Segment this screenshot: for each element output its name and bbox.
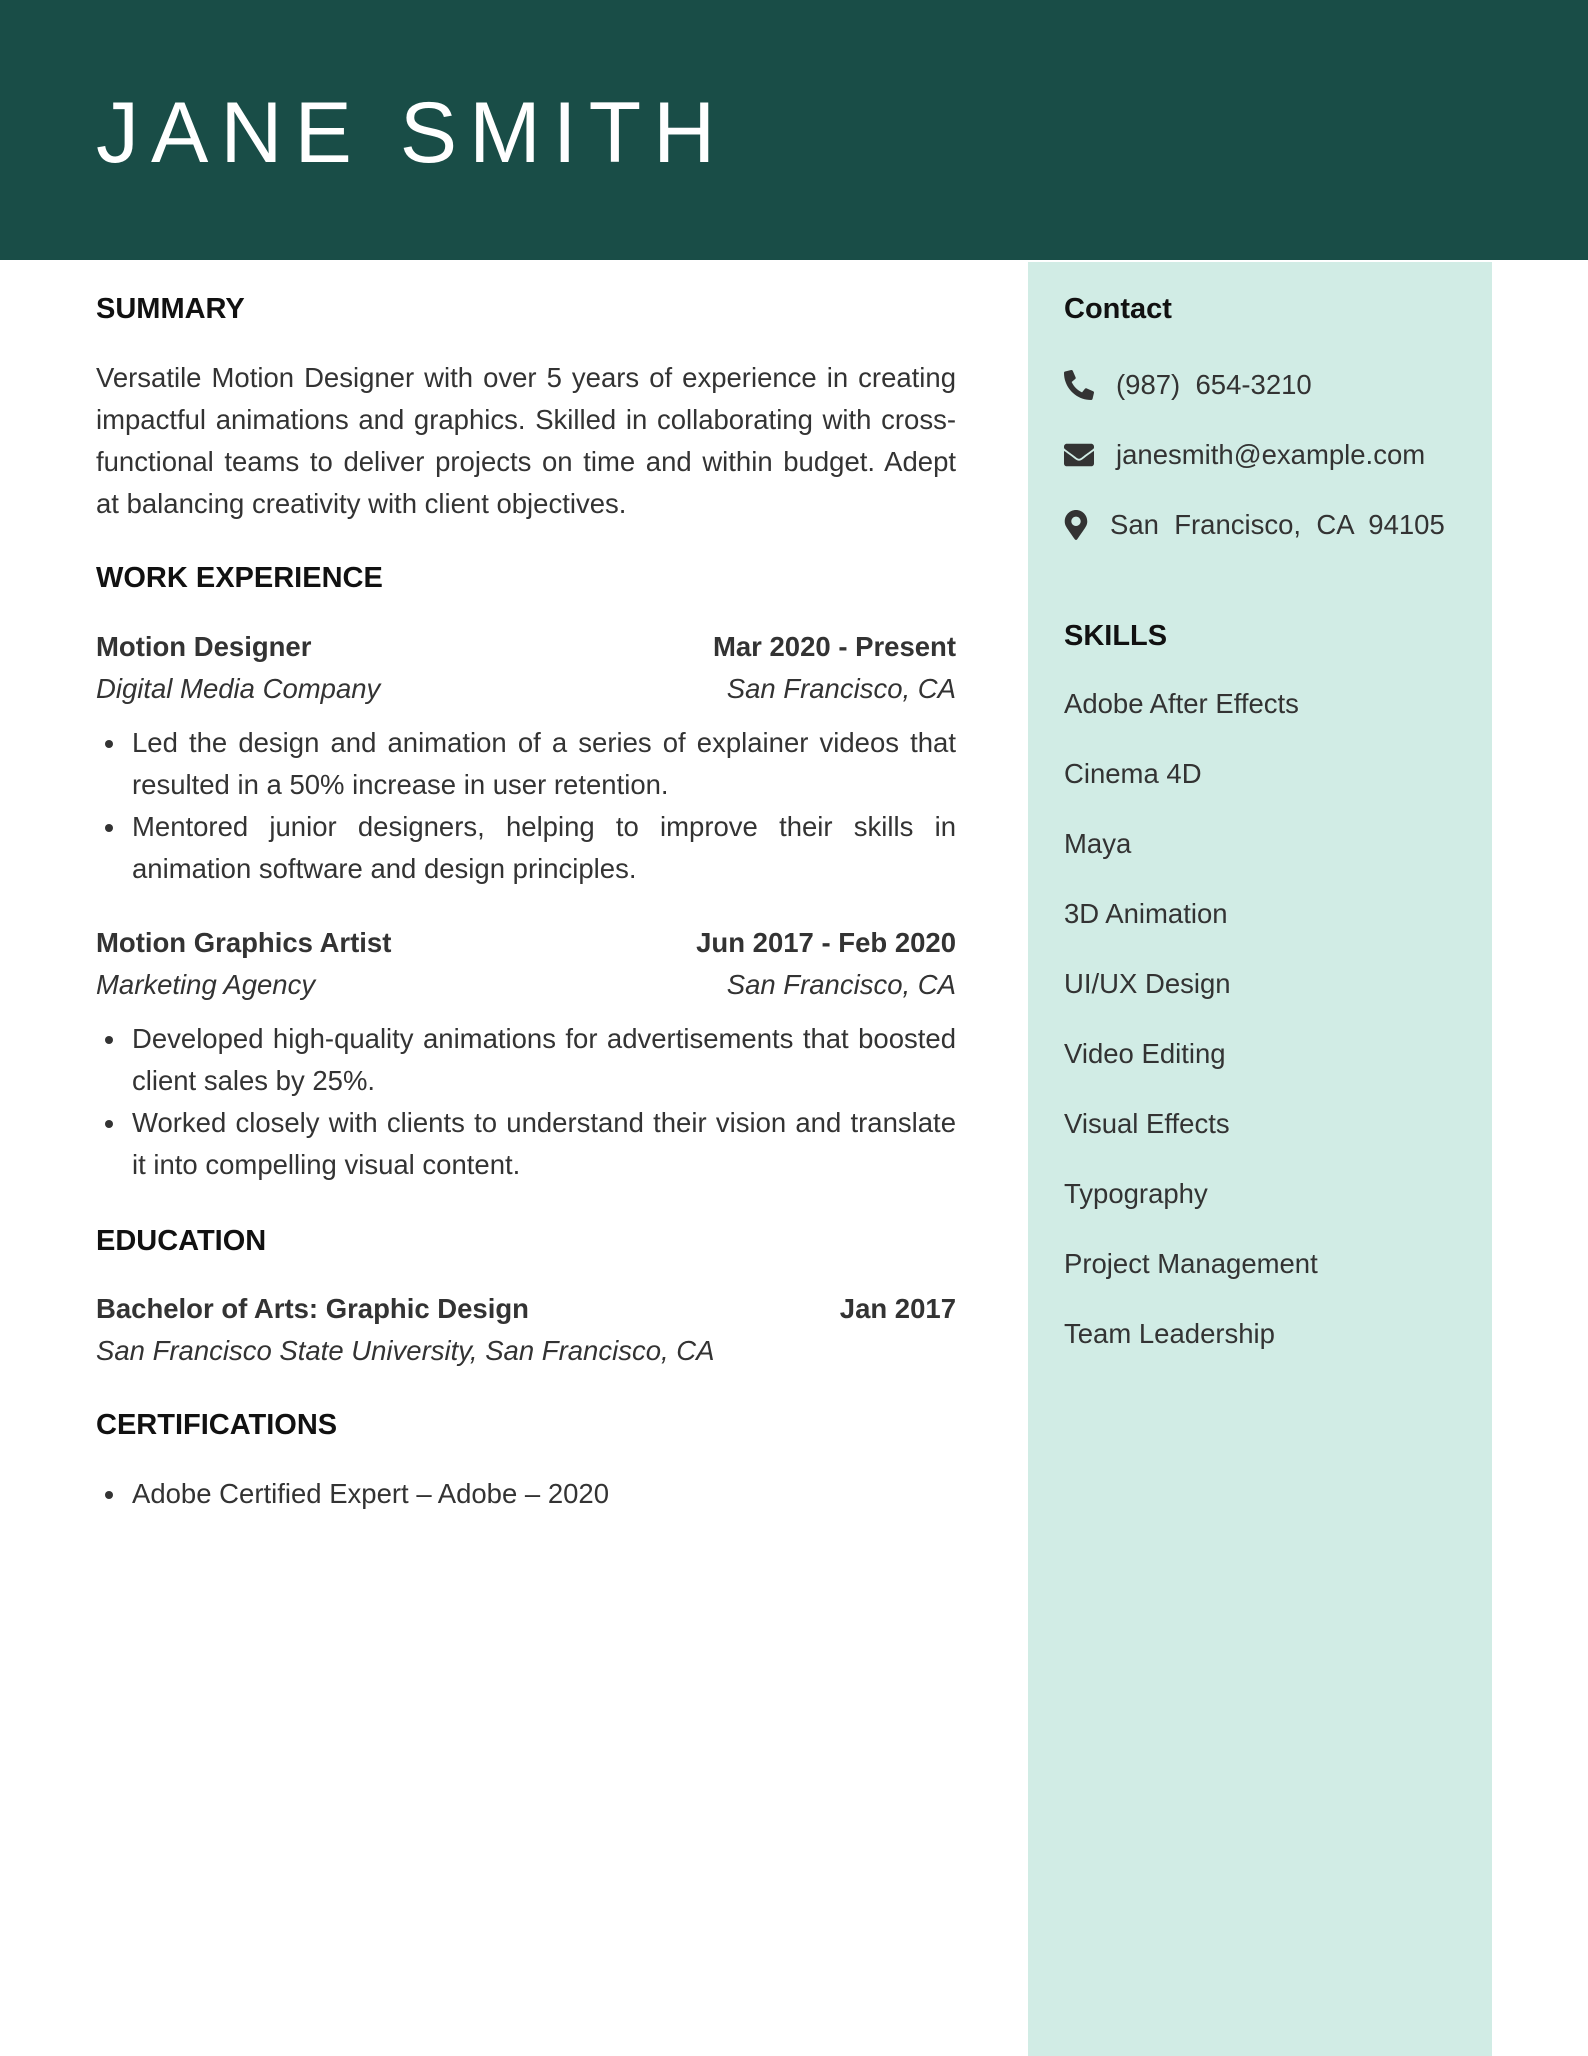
education-entry bbox=[96, 1288, 956, 1372]
skill-item: Team Leadership bbox=[1064, 1317, 1275, 1349]
education-degree: Bachelor of Arts: Graphic Design bbox=[96, 1293, 529, 1325]
job-location: San Francisco, CA bbox=[726, 968, 956, 1000]
contact-phone bbox=[1064, 365, 1464, 405]
job-bullet: Developed high-quality animations for advertisements that boosted client sales by 25%. bbox=[132, 1018, 956, 1102]
education-heading: EDUCATION bbox=[96, 1224, 267, 1257]
job-company: Digital Media Company bbox=[96, 672, 381, 704]
sidebar-content bbox=[1064, 262, 1464, 1384]
contact-location bbox=[1064, 505, 1464, 545]
job-title: Motion Designer bbox=[96, 630, 312, 662]
job-bullet: Led the design and animation of a series of explainer videos that resulted in a 50% increase in user retention. bbox=[132, 722, 956, 806]
job-location: San Francisco, CA bbox=[726, 672, 956, 704]
sidebar bbox=[1028, 262, 1492, 2056]
skills-heading: SKILLS bbox=[1064, 619, 1168, 652]
job-bullets bbox=[96, 1018, 956, 1186]
skill-item: Visual Effects bbox=[1064, 1107, 1230, 1139]
skill-item: Video Editing bbox=[1064, 1037, 1226, 1069]
job-entry bbox=[96, 626, 956, 890]
skill-item: Project Management bbox=[1064, 1247, 1318, 1279]
skill-item: UI/UX Design bbox=[1064, 967, 1231, 999]
education-header bbox=[96, 1288, 956, 1330]
job-dates: Mar 2020 - Present bbox=[712, 630, 956, 662]
contact-email-text: janesmith@example.com bbox=[1116, 438, 1426, 470]
phone-icon bbox=[1064, 370, 1094, 400]
job-bullet: Mentored junior designers, helping to improve their skills in animation software and design principles. bbox=[132, 806, 956, 890]
contact-heading: Contact bbox=[1064, 293, 1172, 325]
job-header bbox=[96, 626, 956, 668]
job-bullet: Worked closely with clients to understand their vision and translate it into compelling visual content. bbox=[132, 1102, 956, 1186]
skill-item: Cinema 4D bbox=[1064, 757, 1202, 789]
job-entry bbox=[96, 922, 956, 1186]
map-marker-icon bbox=[1064, 510, 1088, 540]
contact-location-text: San Francisco, CA 94105 bbox=[1110, 508, 1445, 540]
work-experience-heading: WORK EXPERIENCE bbox=[96, 561, 383, 594]
education-school: San Francisco State University, San Francisco, CA bbox=[96, 1335, 715, 1367]
main-column bbox=[96, 262, 956, 1515]
job-subheader bbox=[96, 964, 956, 1006]
skill-item: Maya bbox=[1064, 827, 1132, 859]
education-date: Jan 2017 bbox=[839, 1293, 956, 1325]
skill-item: Typography bbox=[1064, 1177, 1208, 1209]
skill-item: Adobe After Effects bbox=[1064, 687, 1299, 719]
job-title: Motion Graphics Artist bbox=[96, 926, 392, 958]
contact-phone-text: (987) 654-3210 bbox=[1116, 368, 1312, 400]
job-bullets bbox=[96, 722, 956, 890]
certifications-heading: CERTIFICATIONS bbox=[96, 1409, 338, 1442]
summary-text: Versatile Motion Designer with over 5 years of experience in creating impactful animations and graphics. Skilled in collaborating with cross-functional teams to deliver projects on time and within budget. Adept at balancing creativity with client objectives. bbox=[96, 361, 956, 519]
header-banner bbox=[0, 0, 1588, 260]
certifications-list bbox=[96, 1473, 956, 1515]
job-header bbox=[96, 922, 956, 964]
envelope-icon bbox=[1064, 440, 1094, 470]
candidate-name: JANE SMITH bbox=[96, 85, 728, 181]
skills-list bbox=[1064, 684, 1464, 1384]
skill-item: 3D Animation bbox=[1064, 897, 1228, 929]
certification-item: Adobe Certified Expert – Adobe – 2020 bbox=[132, 1473, 956, 1515]
job-subheader bbox=[96, 668, 956, 710]
summary-heading: SUMMARY bbox=[96, 293, 245, 325]
job-company: Marketing Agency bbox=[96, 968, 316, 1000]
job-dates: Jun 2017 - Feb 2020 bbox=[696, 926, 956, 958]
contact-email bbox=[1064, 435, 1464, 475]
education-school-row bbox=[96, 1330, 956, 1372]
